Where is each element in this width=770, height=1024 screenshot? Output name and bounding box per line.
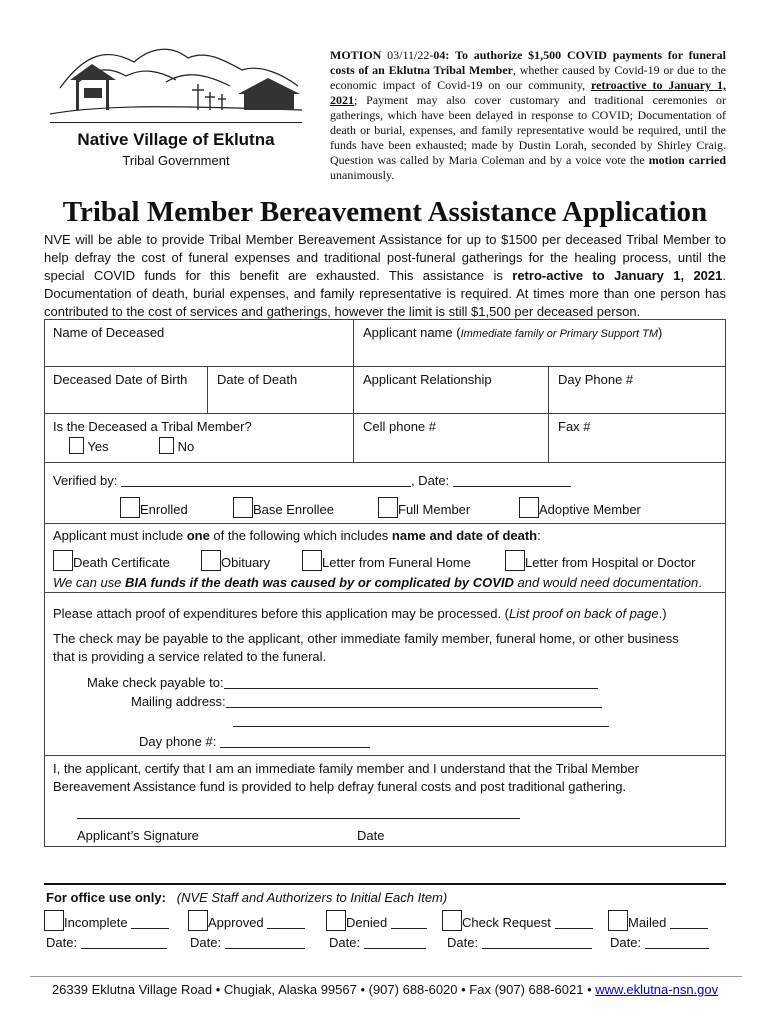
denied-label: Denied	[346, 915, 388, 930]
date-label: Date:	[610, 935, 642, 950]
mailing-address-field[interactable]	[226, 693, 602, 708]
day-phone-label: Day Phone #	[558, 372, 634, 387]
verified-date-field[interactable]	[453, 472, 571, 487]
name-of-deceased-label: Name of Deceased	[53, 325, 165, 340]
bia-note-1: We can use	[53, 575, 126, 590]
footer-website-link[interactable]: www.eklutna-nsn.gov	[595, 982, 719, 997]
signature-date-label: Date	[357, 828, 385, 843]
office-date-mailed	[610, 934, 709, 950]
hospital-letter-label: Letter from Hospital or Doctor	[525, 555, 696, 570]
mailed-date-field[interactable]	[645, 934, 709, 949]
office-date-approved	[190, 934, 305, 950]
make-check-field[interactable]	[224, 674, 598, 689]
footer-address: 26339 Eklutna Village Road • Chugiak, Alaska 99567 • (907) 688-6020 • Fax (907) 688-6021 •	[51, 982, 592, 997]
motion-carried: motion carried	[648, 153, 727, 167]
verified-date-label: , Date:	[410, 473, 450, 488]
must-include-2: of the following which includes	[209, 528, 392, 543]
motion-text-2: ; Payment may also cover customary and traditional ceremonies or gatherings, which have been delayed in response to COVID; Documentation of death or burial, expenses, and family representative would be required, until the funds have been exhausted; made by Dustin Lorah, seconded by Shirley Craig. Question was called by Maria Coleman and by a voice vote the	[330, 93, 726, 167]
base-enrollee-label: Base Enrollee	[253, 502, 334, 517]
mailed-initial-field[interactable]	[670, 914, 708, 929]
org-subtitle: Tribal Government	[122, 153, 230, 168]
approved-date-field[interactable]	[225, 934, 305, 949]
motion-text-1: , whether caused by Covid-19 or due to the economic impact of Covid-19 on our community,	[330, 63, 727, 92]
incomplete-checkbox[interactable]	[44, 910, 64, 931]
office-mailed[interactable]	[608, 910, 708, 931]
approved-checkbox[interactable]	[188, 910, 208, 931]
yes-option[interactable]	[69, 437, 109, 454]
footer-rule	[30, 976, 742, 977]
mailing-address-field-2[interactable]	[233, 712, 609, 727]
must-include-bold: name and date of death	[391, 528, 538, 543]
membership-full-member[interactable]	[378, 497, 470, 518]
footer	[20, 982, 750, 997]
date-line[interactable]	[355, 804, 520, 819]
office-use-label: For office use only:	[46, 890, 166, 905]
make-check-row	[87, 674, 598, 690]
office-use-header	[46, 890, 447, 905]
doc-hospital-letter[interactable]	[505, 550, 696, 571]
yes-label: Yes	[87, 439, 109, 454]
full-member-checkbox[interactable]	[378, 497, 398, 518]
applicant-name-close: )	[658, 325, 663, 340]
office-use-note: (NVE Staff and Authorizers to Initial Each Item)	[176, 890, 448, 905]
death-certificate-checkbox[interactable]	[53, 550, 73, 571]
day-phone-field[interactable]	[220, 733, 370, 748]
bia-note-bold: BIA funds if the death was caused by or complicated by COVID	[125, 575, 514, 590]
intro-text-2: . Documentation of death, burial expenses, and family representative is required. At times more than one person has contributed to the cost of services and gatherings, however the limit is still $1,500 per deceased person.	[44, 268, 726, 319]
mailed-label: Mailed	[628, 915, 667, 930]
approved-initial-field[interactable]	[267, 914, 305, 929]
applicant-relationship-label: Applicant Relationship	[363, 372, 492, 387]
funeral-home-letter-checkbox[interactable]	[302, 550, 322, 571]
obituary-label: Obituary	[221, 555, 271, 570]
village-logo-illustration	[46, 40, 304, 120]
motion-number: 04:	[433, 48, 450, 62]
mailed-checkbox[interactable]	[608, 910, 628, 931]
incomplete-initial-field[interactable]	[131, 914, 169, 929]
must-include-text	[53, 528, 541, 543]
certification-text: I, the applicant, certify that I am an immediate family member and I understand that the Tribal Member Bereavement Assistance fund is provided to help defray funeral costs and post traditional gathering.	[53, 761, 639, 794]
doc-obituary[interactable]	[201, 550, 270, 571]
motion-retroactive: retroactive to January 1, 2021	[330, 78, 727, 107]
denied-initial-field[interactable]	[391, 914, 427, 929]
yes-checkbox[interactable]	[69, 437, 84, 454]
date-label: Date:	[46, 935, 78, 950]
make-check-label: Make check payable to:	[87, 675, 224, 690]
signature-label: Applicant’s Signature	[77, 828, 199, 843]
check-request-checkbox[interactable]	[442, 910, 462, 931]
mailing-address-row	[131, 693, 602, 709]
obituary-checkbox[interactable]	[201, 550, 221, 571]
membership-enrolled[interactable]	[120, 497, 188, 518]
no-label: No	[177, 439, 195, 454]
intro-text-1: NVE will be able to provide Tribal Member Bereavement Assistance for up to $1500 per deceased Tribal Member to help defray the cost of funeral expenses and traditional post-funeral gatherings for the healing process, until the special COVID funds for this benefit are exhausted. This assistance is	[44, 232, 726, 283]
attach-proof-end: .)	[658, 606, 667, 621]
office-date-incomplete	[46, 934, 167, 950]
motion-label: MOTION	[330, 48, 382, 62]
cell-phone-label: Cell phone #	[363, 419, 436, 434]
doc-death-certificate[interactable]	[53, 550, 170, 571]
mailing-address-label: Mailing address:	[131, 694, 226, 709]
incomplete-date-field[interactable]	[81, 934, 167, 949]
motion-date: 03/11/22-	[387, 48, 434, 62]
verified-by-field[interactable]	[121, 472, 411, 487]
enrolled-checkbox[interactable]	[120, 497, 140, 518]
office-check-request[interactable]	[442, 910, 593, 931]
full-member-label: Full Member	[398, 502, 471, 517]
day-phone-field-label: Day phone #:	[139, 734, 217, 749]
no-option[interactable]	[159, 437, 194, 454]
applicant-name-text: Applicant name (	[363, 325, 461, 340]
bia-note-2: and would need documentation	[513, 575, 699, 590]
death-certificate-label: Death Certificate	[73, 555, 170, 570]
intro-paragraph	[44, 231, 726, 321]
day-phone-row	[139, 733, 370, 749]
office-denied[interactable]	[326, 910, 427, 931]
must-include-1: Applicant must include	[53, 528, 187, 543]
mailing-address-line-2[interactable]	[233, 712, 609, 728]
applicant-name-label	[363, 325, 662, 340]
funeral-home-letter-label: Letter from Funeral Home	[322, 555, 471, 570]
verified-row	[53, 472, 571, 488]
denied-date-field[interactable]	[364, 934, 426, 949]
fax-label: Fax #	[558, 419, 591, 434]
office-incomplete[interactable]	[44, 910, 169, 931]
check-request-initial-field[interactable]	[555, 914, 593, 929]
motion-lead: To authorize $1,500 COVID payments for funeral costs of an Eklutna Tribal Member	[330, 48, 726, 77]
base-enrollee-checkbox[interactable]	[233, 497, 253, 518]
must-include-3: :	[537, 528, 541, 543]
intro-retroactive: retro-active to January 1, 2021	[512, 268, 723, 283]
page-title: Tribal Member Bereavement Assistance Application	[62, 196, 708, 228]
applicant-name-note: Immediate family or Primary Support TM	[460, 328, 658, 340]
must-include-one: one	[186, 528, 210, 543]
attach-proof-text	[53, 606, 667, 621]
attach-proof-1: Please attach proof of expenditures before this application may be processed. (	[53, 606, 509, 621]
date-label: Date:	[447, 935, 479, 950]
date-of-death-label: Date of Death	[217, 372, 298, 387]
approved-label: Approved	[208, 915, 264, 930]
motion-text-3: unanimously.	[330, 168, 395, 182]
adoptive-member-label: Adoptive Member	[539, 502, 641, 517]
check-payable-text: The check may be payable to the applicant, other immediate family member, funeral home, or other business that is providing a service related to the funeral.	[53, 631, 679, 664]
office-approved[interactable]	[188, 910, 305, 931]
org-name: Native Village of Eklutna	[77, 130, 275, 149]
deceased-dob-label: Deceased Date of Birth	[53, 372, 188, 387]
adoptive-member-checkbox[interactable]	[519, 497, 539, 518]
date-label: Date:	[190, 935, 222, 950]
check-request-date-field[interactable]	[482, 934, 592, 949]
bia-note-3: .	[698, 575, 702, 590]
office-use-rule	[44, 883, 726, 885]
tribal-member-question: Is the Deceased a Tribal Member?	[53, 419, 252, 434]
application-form	[44, 319, 726, 847]
attach-proof-italic: List proof on back of page	[509, 606, 659, 621]
motion-text	[330, 48, 726, 183]
enrolled-label: Enrolled	[140, 502, 188, 517]
incomplete-label: Incomplete	[64, 915, 128, 930]
signature-line[interactable]	[77, 804, 355, 819]
membership-adoptive-member[interactable]	[519, 497, 641, 518]
date-label: Date:	[329, 935, 361, 950]
no-checkbox[interactable]	[159, 437, 174, 454]
verified-by-label: Verified by:	[53, 473, 118, 488]
doc-funeral-home-letter[interactable]	[302, 550, 471, 571]
bia-note	[53, 575, 702, 590]
check-request-label: Check Request	[462, 915, 551, 930]
logo-rule	[50, 122, 302, 123]
membership-base-enrollee[interactable]	[233, 497, 334, 518]
hospital-letter-checkbox[interactable]	[505, 550, 525, 571]
office-date-denied	[329, 934, 426, 950]
office-date-check-request	[447, 934, 592, 950]
denied-checkbox[interactable]	[326, 910, 346, 931]
logo	[46, 40, 304, 120]
